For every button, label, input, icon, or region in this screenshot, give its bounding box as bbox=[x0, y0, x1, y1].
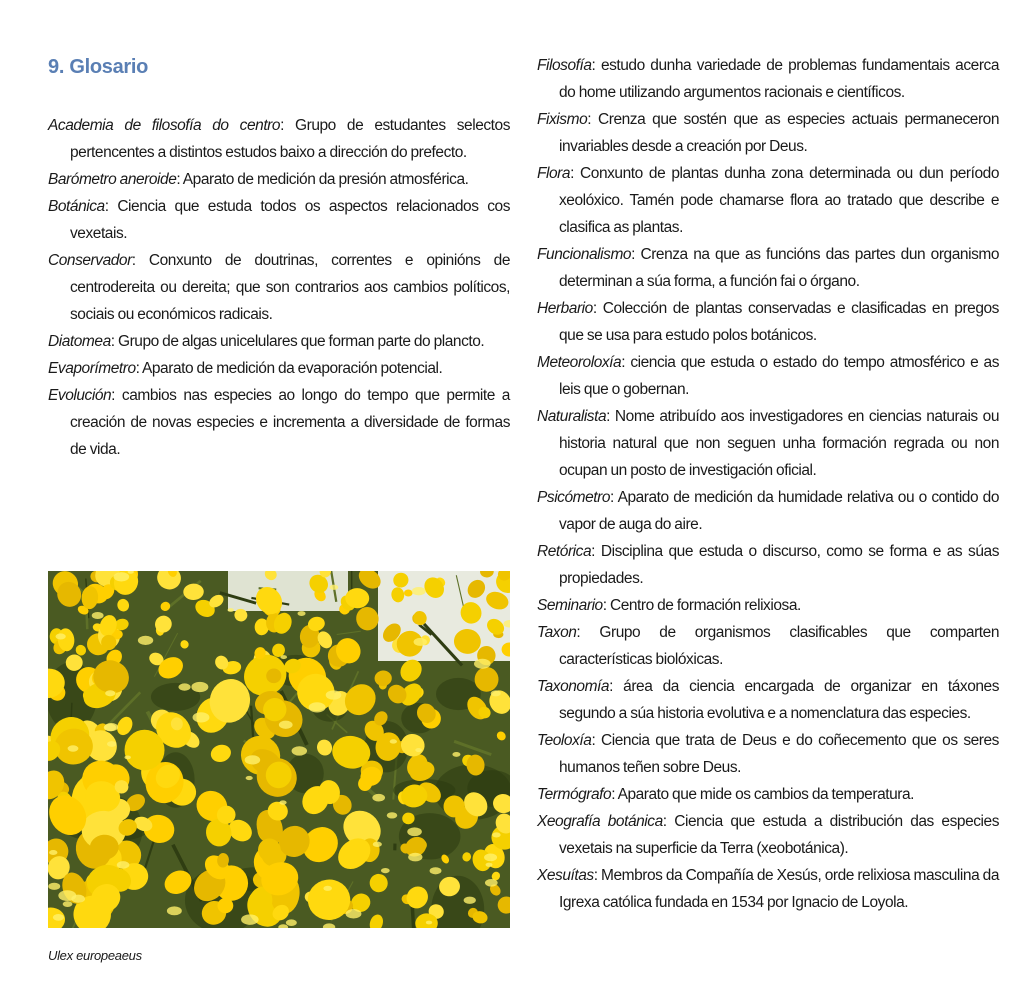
glossary-definition: Crenza na que as funcións das partes dun organismo determinan a súa forma, a función fai o órgano. bbox=[559, 246, 999, 290]
glossary-definition: Disciplina que estuda o discurso, como se forma e as súas propiedades. bbox=[559, 543, 999, 587]
glossary-term: Evaporímetro bbox=[48, 360, 136, 377]
glossary-term: Taxonomía bbox=[537, 678, 610, 695]
glossary-term: Flora bbox=[537, 165, 571, 182]
glossary-entry: Retórica: Disciplina que estuda o discurso, como se forma e as súas propiedades. bbox=[537, 543, 999, 587]
glossary-term: Retórica bbox=[537, 543, 592, 560]
glossary-entry: Flora: Conxunto de plantas dunha zona determinada ou dun período xeolóxico. Tamén pode chamarse flora ao tratado que describe e clasifica as plantas. bbox=[537, 165, 999, 236]
glossary-definition: Ciencia que trata de Deus e do coñecemento que os seres humanos teñen sobre Deus. bbox=[559, 732, 999, 776]
glossary-term: Naturalista bbox=[537, 408, 607, 425]
glossary-definition: Colección de plantas conservadas e clasificadas en pregos que se usa para estudo polos botánicos. bbox=[559, 300, 999, 344]
glossary-definition: Grupo de algas unicelulares que forman parte do plancto. bbox=[117, 333, 485, 350]
glossary-definition: estudo dunha variedade de problemas fundamentais acerca do home utilizando argumentos racionais e científicos. bbox=[559, 57, 1000, 101]
glossary-definition: Aparato que mide os cambios da temperatura. bbox=[617, 786, 914, 803]
glossary-definition: Aparato de medición da evaporación potencial. bbox=[142, 360, 443, 377]
glossary-entry: Termógrafo: Aparato que mide os cambios da temperatura. bbox=[537, 786, 914, 803]
glossary-term: Botánica bbox=[48, 198, 105, 215]
glossary-entry: Funcionalismo: Crenza na que as funcións das partes dun organismo determinan a súa forma, a función fai o órgano. bbox=[537, 246, 999, 290]
glossary-term: Fixismo bbox=[537, 111, 588, 128]
glossary-term: Diatomea bbox=[48, 333, 111, 350]
glossary-entry: Psicómetro: Aparato de medición da humidade relativa ou o contido do vapor de auga do aire. bbox=[537, 489, 1000, 533]
glossary-entry: Conservador: Conxunto de doutrinas, correntes e opinións de centrodereita ou dereita; que son contrarios aos cambios políticos, sociais ou económicos radicais. bbox=[48, 252, 511, 323]
glossary-term: Psicómetro bbox=[537, 489, 611, 506]
glossary-entry: Barómetro aneroide: Aparato de medición da presión atmosférica. bbox=[48, 171, 469, 188]
glossary-entry: Filosofía: estudo dunha variedade de problemas fundamentais acerca do home utilizando argumentos racionais e científicos. bbox=[537, 57, 1000, 101]
glossary-term: Barómetro aneroide bbox=[48, 171, 177, 188]
right-column bbox=[537, 52, 999, 916]
glossary-definition: Aparato de medición da presión atmosférica. bbox=[182, 171, 469, 188]
glossary-entry: Taxon: Grupo de organismos clasificables que comparten características biolóxicas. bbox=[537, 624, 999, 668]
glossary-term: Herbario bbox=[537, 300, 593, 317]
glossary-entry: Botánica: Ciencia que estuda todos os aspectos relacionados cos vexetais. bbox=[48, 198, 510, 242]
glossary-definition: Aparato de medición da humidade relativa ou o contido do vapor de auga do aire. bbox=[559, 489, 1000, 533]
glossary-entry: Academia de filosofía do centro: Grupo de estudantes selectos pertencentes a distintos estudos baixo a dirección do prefecto. bbox=[48, 117, 510, 161]
glossary-definition: Grupo de organismos clasificables que comparten características biolóxicas. bbox=[559, 624, 999, 668]
glossary-term: Xesuítas bbox=[537, 867, 594, 884]
glossary-entry: Meteoroloxía: ciencia que estuda o estado do tempo atmosférico e as leis que o gobernan. bbox=[537, 354, 999, 398]
glossary-definition: Conxunto de plantas dunha zona determinada ou dun período xeolóxico. Tamén pode chamarse flora ao tratado que describe e clasifica as plantas. bbox=[559, 165, 999, 236]
glossary-definition: Membros da Compañía de Xesús, orde relixiosa masculina da Igrexa católica fundada en 1534 por Ignacio de Loyola. bbox=[559, 867, 999, 911]
glossary-term: Taxon bbox=[537, 624, 577, 641]
left-column bbox=[48, 52, 510, 463]
glossary-entry: Diatomea: Grupo de algas unicelulares que forman parte do plancto. bbox=[48, 333, 485, 350]
glossary-term: Termógrafo bbox=[537, 786, 612, 803]
gorse-flowers-image bbox=[48, 571, 510, 928]
glossary-term: Seminario bbox=[537, 597, 603, 614]
glossary-term: Xeografía botánica bbox=[537, 813, 663, 830]
glossary-entry: Xesuítas: Membros da Compañía de Xesús, orde relixiosa masculina da Igrexa católica fundada en 1534 por Ignacio de Loyola. bbox=[537, 867, 999, 911]
glossary-entry: Herbario: Colección de plantas conservadas e clasificadas en pregos que se usa para estudo polos botánicos. bbox=[537, 300, 999, 344]
glossary-term: Filosofía bbox=[537, 57, 592, 74]
glossary-list-left bbox=[48, 112, 510, 463]
glossary-entry: Teoloxía: Ciencia que trata de Deus e do coñecemento que os seres humanos teñen sobre Deus. bbox=[537, 732, 999, 776]
glossary-list-right bbox=[537, 52, 999, 916]
gorse-flowers-photo bbox=[48, 571, 510, 928]
glossary-term: Academia de filosofía do centro bbox=[48, 117, 281, 134]
glossary-definition: área da ciencia encargada de organizar en táxones segundo a súa historia evolutiva e a nomenclatura das especies. bbox=[559, 678, 1000, 722]
glossary-definition: Crenza que sostén que as especies actuais permaneceron invariables desde a creación por Deus. bbox=[559, 111, 999, 155]
glossary-term: Evolución bbox=[48, 387, 112, 404]
glossary-term: Teoloxía bbox=[537, 732, 592, 749]
glossary-definition: Ciencia que estuda a distribución das especies vexetais na superficie da Terra (xeobotánica). bbox=[559, 813, 1000, 857]
glossary-term: Funcionalismo bbox=[537, 246, 632, 263]
glossary-entry: Evolución: cambios nas especies ao longo do tempo que permite a creación de novas especies e incrementa a diversidade de formas de vida. bbox=[48, 387, 510, 458]
glossary-definition: Nome atribuído aos investigadores en ciencias naturais ou historia natural que non seguen unha formación regrada ou non ocupan un posto de investigación oficial. bbox=[559, 408, 999, 479]
glossary-entry: Evaporímetro: Aparato de medición da evaporación potencial. bbox=[48, 360, 443, 377]
glossary-term: Meteoroloxía bbox=[537, 354, 622, 371]
glossary-entry: Taxonomía: área da ciencia encargada de organizar en táxones segundo a súa historia evolutiva e a nomenclatura das especies. bbox=[537, 678, 1000, 722]
glossary-term: Conservador bbox=[48, 252, 132, 269]
glossary-definition: Centro de formación relixiosa. bbox=[609, 597, 801, 614]
glossary-definition: Grupo de estudantes selectos pertencentes a distintos estudos baixo a dirección do prefecto. bbox=[70, 117, 510, 161]
glossary-definition: Conxunto de doutrinas, correntes e opinións de centrodereita ou dereita; que son contrarios aos cambios políticos, sociais ou económicos radicais. bbox=[70, 252, 511, 323]
glossary-entry: Seminario: Centro de formación relixiosa. bbox=[537, 597, 801, 614]
glossary-definition: cambios nas especies ao longo do tempo que permite a creación de novas especies e incrementa a diversidade de formas de vida. bbox=[70, 387, 510, 458]
glossary-entry: Fixismo: Crenza que sostén que as especies actuais permaneceron invariables desde a creación por Deus. bbox=[537, 111, 999, 155]
glossary-definition: ciencia que estuda o estado do tempo atmosférico e as leis que o gobernan. bbox=[559, 354, 999, 398]
glossary-entry: Xeografía botánica: Ciencia que estuda a distribución das especies vexetais na superficie da Terra (xeobotánica). bbox=[537, 813, 1000, 857]
glossary-definition: Ciencia que estuda todos os aspectos relacionados cos vexetais. bbox=[70, 198, 510, 242]
glossary-entry: Naturalista: Nome atribuído aos investigadores en ciencias naturais ou historia natural que non seguen unha formación regrada ou non ocupan un posto de investigación oficial. bbox=[537, 408, 999, 479]
photo-caption: Ulex europeaeus bbox=[48, 948, 142, 963]
section-heading: 9. Glosario bbox=[48, 56, 149, 78]
